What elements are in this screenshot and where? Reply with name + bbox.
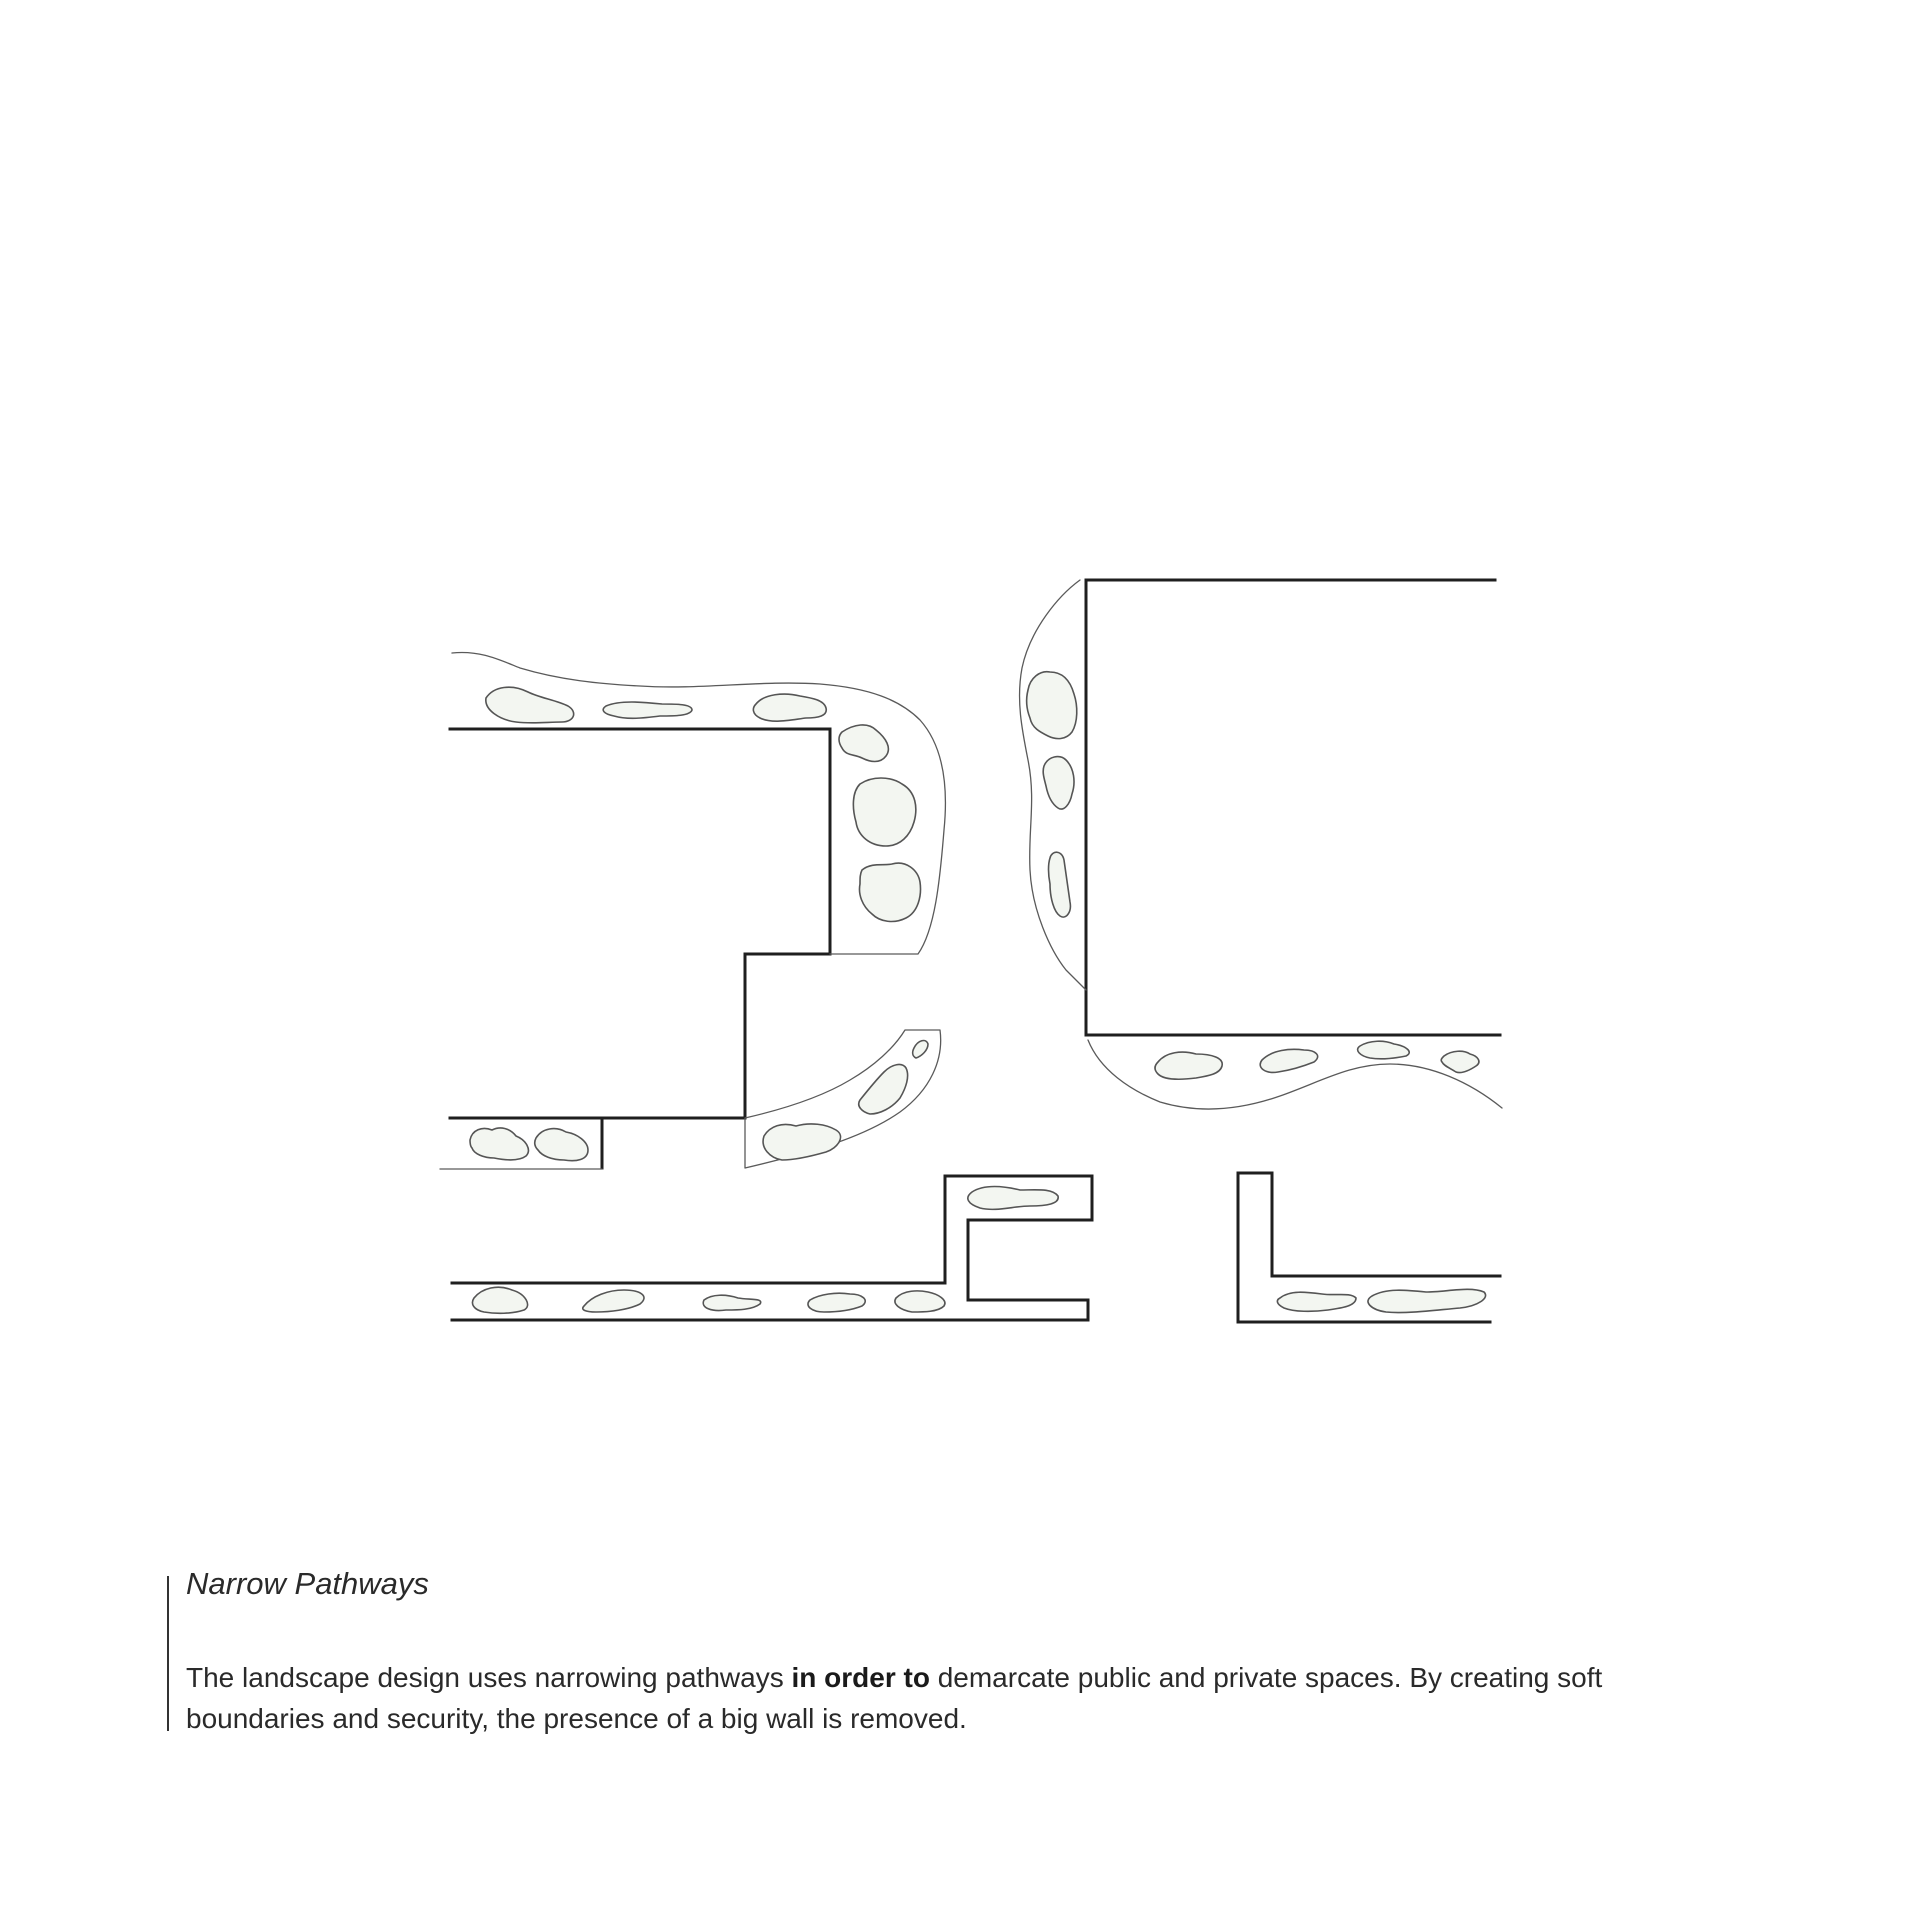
shrub (753, 694, 826, 721)
bottom-left-walkway (452, 1176, 1092, 1320)
shrub (895, 1291, 945, 1312)
shrub (603, 702, 692, 718)
shrub (808, 1293, 865, 1312)
left-building-wall (450, 729, 830, 1118)
shrub (968, 1187, 1058, 1210)
right-building-left-planting (1020, 580, 1086, 990)
right-building-bottom-planting (1088, 1040, 1502, 1109)
caption-body-start: The landscape design uses narrowing pathways (186, 1662, 792, 1693)
shrub (1368, 1289, 1486, 1312)
caption-body (186, 1657, 1746, 1739)
shrub (703, 1295, 760, 1310)
bottom-right-walkway (1238, 1173, 1500, 1322)
shrub (535, 1129, 588, 1161)
shrub (1043, 757, 1074, 809)
shrub (472, 1287, 527, 1313)
caption-body-end: demarcate public and private spaces. By creating soft boundaries and security, the presence of a big wall is removed. (186, 1662, 1603, 1734)
left-building (450, 729, 830, 1118)
left-planting-band (452, 652, 945, 954)
shrub (1049, 852, 1071, 917)
shrub (1441, 1051, 1479, 1072)
shrub (859, 1065, 908, 1114)
shrub (486, 687, 574, 723)
shrub (853, 778, 915, 846)
shrub (1027, 672, 1077, 739)
shrub (1260, 1049, 1317, 1072)
shrub (913, 1041, 928, 1058)
caption-body-emphasis: in order to (791, 1662, 930, 1693)
shrub (860, 863, 921, 921)
curved-planting-wedge (745, 1030, 941, 1168)
lower-left-planting-strip (440, 1118, 602, 1169)
shrub (1277, 1292, 1356, 1311)
shrub (583, 1290, 644, 1312)
shrub (839, 725, 888, 762)
caption-divider (167, 1576, 169, 1731)
right-building-wall (1086, 580, 1500, 1035)
caption-title: Narrow Pathways (186, 1566, 429, 1601)
shrub (763, 1124, 840, 1160)
shrub (1358, 1041, 1410, 1059)
shrub (1155, 1052, 1222, 1079)
right-building (1086, 580, 1500, 1035)
shrub (470, 1128, 528, 1160)
